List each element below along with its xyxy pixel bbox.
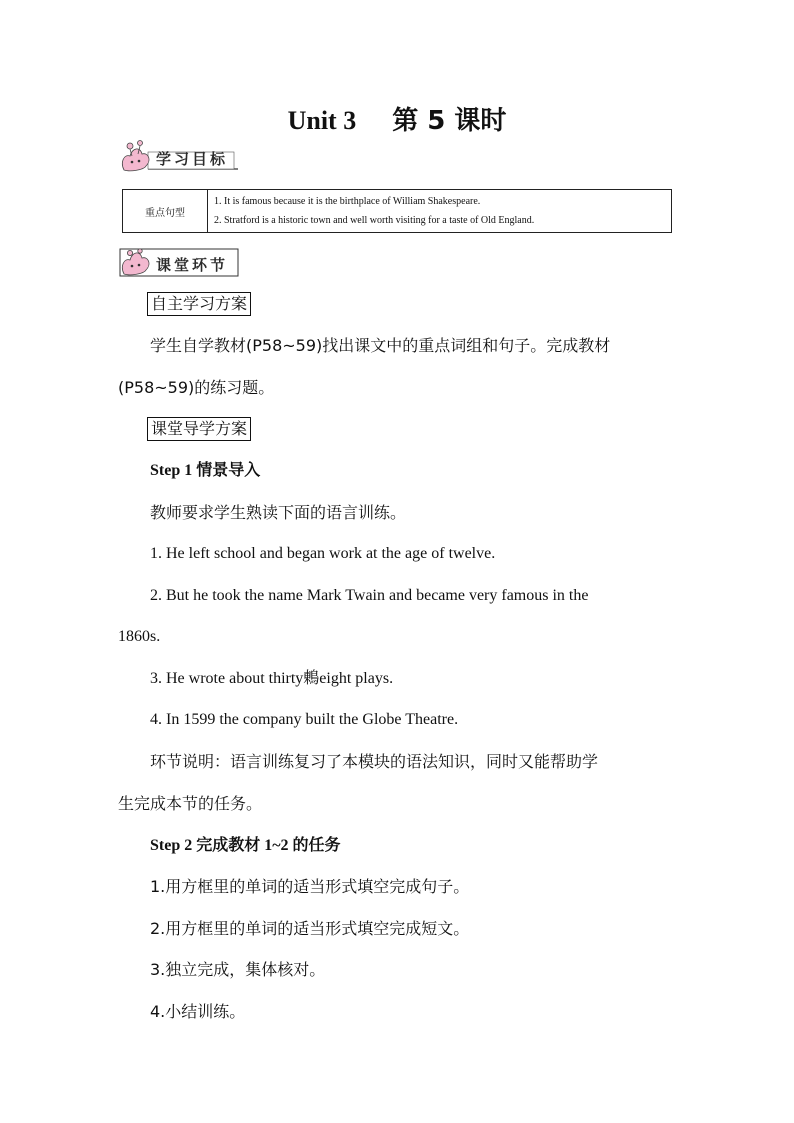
guided-study-heading: 课堂导学方案 (147, 417, 251, 441)
task-item: 3.独立完成，集体核对。 (150, 960, 326, 979)
drill-item: 2. But he took the name Mark Twain and became very famous in the (150, 587, 589, 604)
self-study-line-2: (P58~59)的练习题。 (118, 378, 275, 397)
stage-note-line-2: 生完成本节的任务。 (118, 794, 263, 813)
lesson-title: 第 5 课时 (392, 106, 507, 136)
step-1-heading: Step 1 情景导入 (150, 462, 261, 479)
goals-banner (118, 140, 240, 172)
class-banner (118, 246, 240, 278)
unit-title: Unit 3 (287, 106, 357, 135)
key-sentences-table (122, 189, 672, 233)
task-item: 2.用方框里的单词的适当形式填空完成短文。 (150, 919, 470, 938)
drill-item: 1. He left school and began work at the age of twelve. (150, 545, 496, 562)
key-sentences-cell (208, 190, 672, 233)
step-1-intro: 教师要求学生熟读下面的语言训练。 (150, 503, 407, 522)
class-banner-label: 课堂环节 (156, 256, 229, 274)
task-item: 4.小结训练。 (150, 1002, 246, 1021)
key-sentence-1: 1. It is famous because it is the birthplace of William Shakespeare. (214, 196, 481, 207)
page-title (0, 100, 794, 137)
drill-item: 4. In 1599 the company built the Globe Theatre. (150, 711, 459, 728)
drill-item: 3. He wrote about thirty鶇eight plays. (150, 670, 394, 687)
self-study-line-1: 学生自学教材(P58~59)找出课文中的重点词组和句子。完成教材 (150, 336, 611, 355)
task-item: 1.用方框里的单词的适当形式填空完成句子。 (150, 877, 470, 896)
key-sentence-2: 2. Stratford is a historic town and well worth visiting for a taste of Old England. (214, 215, 535, 226)
self-study-heading: 自主学习方案 (147, 292, 251, 316)
goals-banner-label: 学习目标 (156, 150, 229, 168)
step-2-heading: Step 2 完成教材 1~2 的任务 (150, 837, 341, 854)
stage-note-line-1: 环节说明：语言训练复习了本模块的语法知识，同时又能帮助学 (150, 752, 599, 771)
key-sentences-label: 重点句型 (123, 190, 208, 233)
drill-item-continued: 1860s. (118, 628, 161, 645)
